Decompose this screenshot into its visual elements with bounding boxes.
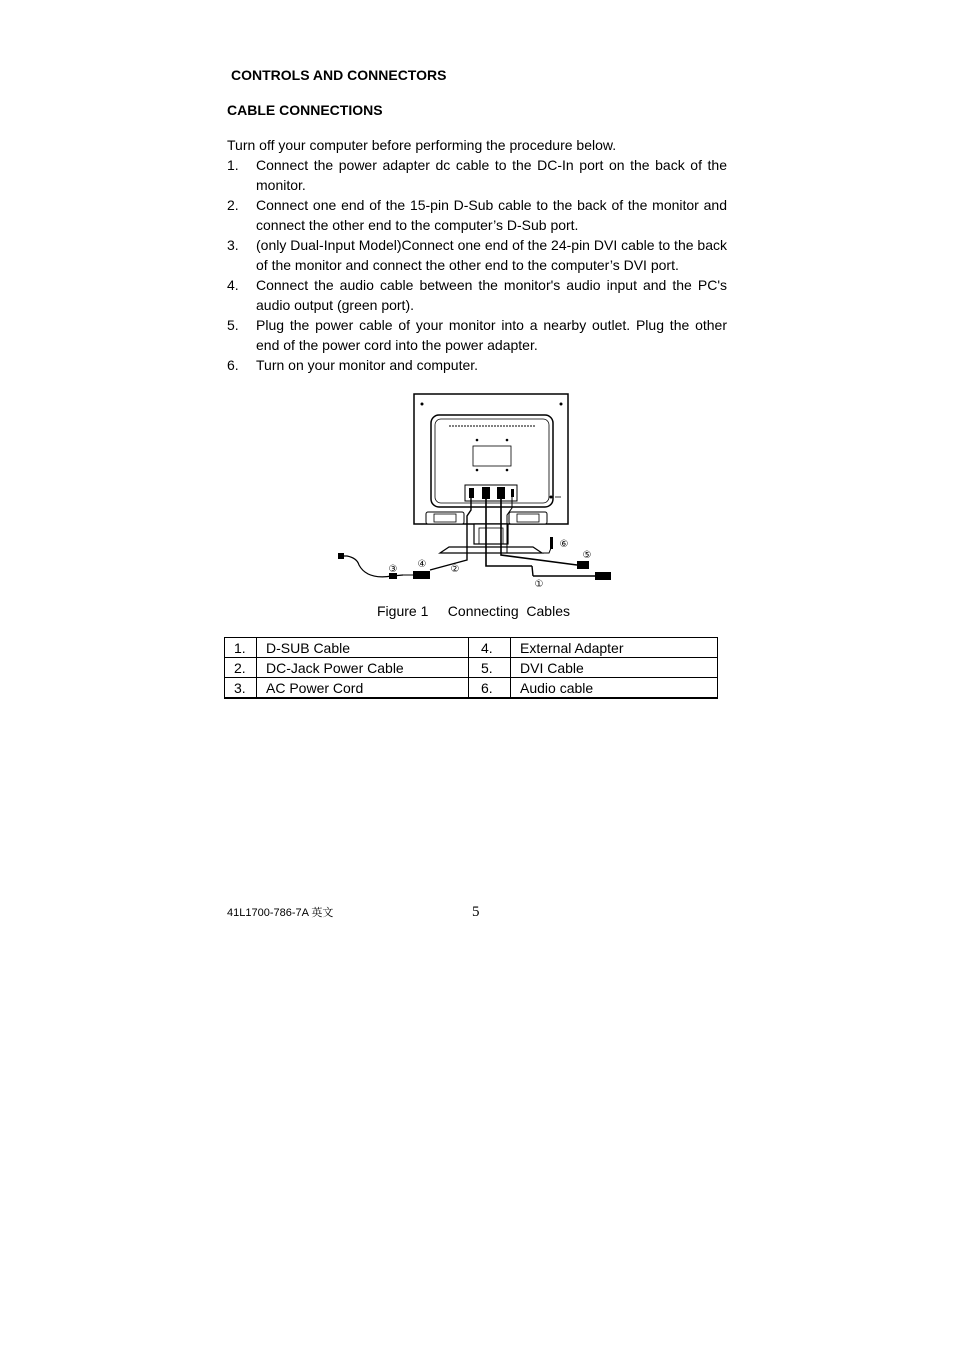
- legend-number: 6.: [469, 678, 511, 699]
- callout-1: ①: [534, 579, 544, 590]
- figure-caption: Figure 1 Connecting Cables: [377, 603, 570, 619]
- callout-2: ②: [450, 564, 460, 575]
- step-number: 4.: [227, 277, 239, 293]
- step-text: (only Dual-Input Model)Connect one end of the 24-pin DVI cable to the back of the monitor and connect the other end to the computer’s DVI port.: [256, 237, 727, 273]
- power-adapter: [413, 571, 430, 579]
- callout-4: ④: [417, 559, 427, 570]
- legend-number: 2.: [225, 658, 257, 678]
- table-row: [225, 658, 718, 678]
- intro-paragraph: Turn off your computer before performing the procedure below.: [227, 137, 617, 153]
- callout-6: ⑥: [559, 539, 569, 550]
- dvi-port: [497, 487, 505, 499]
- step-text: Plug the power cable of your monitor into a nearby outlet. Plug the other end of the power cord into the power adapter.: [256, 317, 727, 353]
- steps-list: [227, 155, 727, 375]
- table-row: [225, 638, 718, 658]
- legend-number: 1.: [225, 638, 257, 658]
- table-row: [225, 678, 718, 699]
- step-text: Connect the power adapter dc cable to the DC-In port on the back of the monitor.: [256, 157, 727, 193]
- legend-name: DVI Cable: [511, 658, 718, 678]
- doc-code: 41L1700-786-7A: [227, 907, 309, 919]
- legend-number: 5.: [469, 658, 511, 678]
- audio-plug: [550, 537, 553, 549]
- audio-port: [511, 489, 514, 497]
- step-number: 6.: [227, 357, 239, 373]
- legend-name: DC-Jack Power Cable: [257, 658, 469, 678]
- section-heading: CONTROLS AND CONNECTORS: [231, 67, 447, 83]
- dvi-connector: [577, 561, 589, 569]
- step-number: 3.: [227, 237, 239, 253]
- dsub-connector: [595, 572, 611, 580]
- list-item: [227, 315, 727, 355]
- list-item: [227, 195, 727, 235]
- legend-name: AC Power Cord: [257, 678, 469, 699]
- dsub-port: [482, 487, 490, 499]
- footer-doc-code: [227, 904, 333, 920]
- step-number: 5.: [227, 317, 239, 333]
- doc-code-suffix: 英文: [311, 906, 334, 919]
- page-number: 5: [472, 904, 480, 920]
- subsection-heading: CABLE CONNECTIONS: [227, 102, 383, 118]
- dc-in-port: [469, 488, 474, 498]
- step-text: Turn on your monitor and computer.: [256, 357, 479, 373]
- legend-number: 3.: [225, 678, 257, 699]
- legend-name: Audio cable: [511, 678, 718, 699]
- legend-name: D-SUB Cable: [257, 638, 469, 658]
- step-number: 2.: [227, 197, 239, 213]
- list-item: [227, 355, 727, 375]
- legend-name: External Adapter: [511, 638, 718, 658]
- step-text: Connect one end of the 15-pin D-Sub cable to the back of the monitor and connect the other end to the computer’s D-Sub port.: [256, 197, 727, 233]
- step-text: Connect the audio cable between the monitor's audio input and the PC's audio output (green port).: [256, 277, 727, 313]
- callout-3: ③: [388, 564, 398, 575]
- legend-number: 4.: [469, 638, 511, 658]
- list-item: [227, 155, 727, 195]
- step-number: 1.: [227, 157, 239, 173]
- callout-5: ⑤: [582, 550, 592, 561]
- cable-legend-table: [224, 637, 718, 699]
- monitor-base: [440, 547, 542, 553]
- monitor-connection-figure: [337, 390, 617, 590]
- list-item: [227, 275, 727, 315]
- list-item: [227, 235, 727, 275]
